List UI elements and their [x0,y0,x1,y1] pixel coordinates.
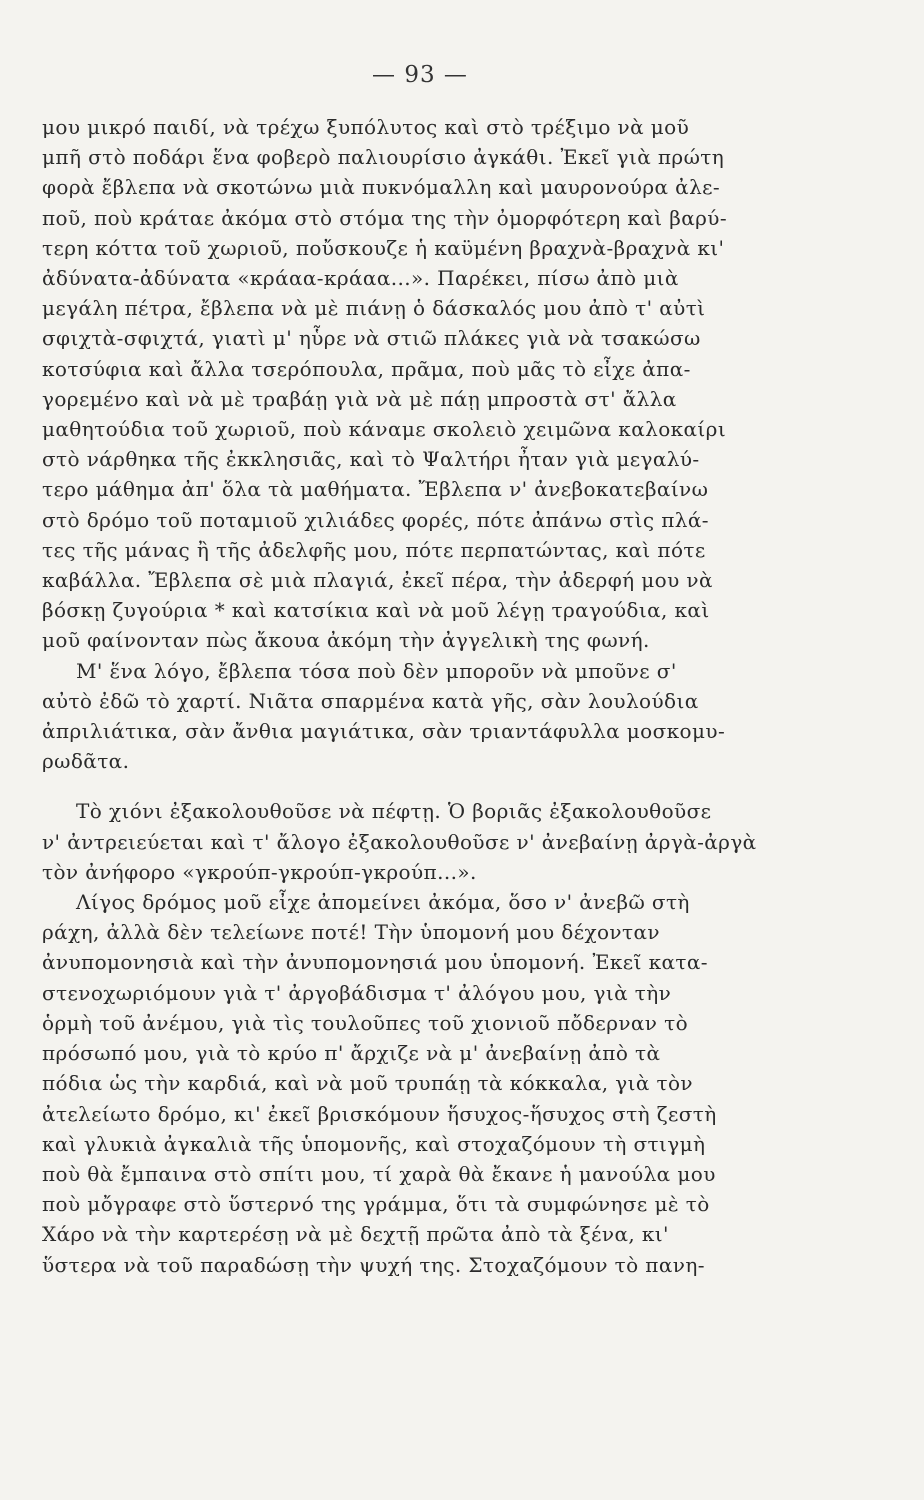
paragraph-gap [42,776,802,796]
text-line: τὸν ἀνήφορο «γκρούπ-γκρούπ-γκρούπ...». [42,859,477,884]
text-line: γορεμένο καὶ νὰ μὲ τραβάῃ γιὰ νὰ μὲ πάῃ μπροστὰ στ' ἄλλα [42,386,677,411]
text-line: ἀδύνατα-ἀδύνατα «κράαα-κράαα...». Παρέκει, πίσω ἀπὸ μιὰ [42,266,679,291]
text-line: ρωδᾶτα. [42,749,130,774]
text-line: ράχη, ἀλλὰ δὲν τελείωνε ποτέ! Τὴν ὑπομονή μου δέχονταν [42,920,660,945]
text-line: στὸ νάρθηκα τῆς ἐκκλησιᾶς, καὶ τὸ Ψαλτήρι ἦταν γιὰ μεγαλύ- [42,447,700,472]
text-line: βόσκῃ ζυγούρια * καὶ κατσίκια καὶ νὰ μοῦ λέγῃ τραγούδια, καὶ [42,598,710,623]
text-line: ὁρμὴ τοῦ ἀνέμου, γιὰ τὶς τουλοῦπες τοῦ χιονιοῦ πὄδερναν τὸ [42,1010,689,1035]
text-line: ποὺ μὄγραφε στὸ ὕστερνό της γράμμα, ὅτι τὰ συμφώνησε μὲ τὸ [42,1192,710,1217]
text-line: μπῆ στὸ ποδάρι ἕνα φοβερὸ παλιουρίσιο ἀγκάθι. Ἐκεῖ γιὰ πρώτη [42,145,725,170]
text-line: ὕστερα νὰ τοῦ παραδώσῃ τὴν ψυχή της. Στοχαζόμουν τὸ πανη- [42,1252,705,1277]
text-line: ἀτελείωτο δρόμο, κι' ἐκεῖ βρισκόμουν ἥσυχος-ἥσυχος στὴ ζεστὴ [42,1101,717,1126]
text-line: Τὸ χιόνι ἐξακολουθοῦσε νὰ πέφτῃ. Ὁ βοριᾶς ἐξακολουθοῦσε [76,799,712,824]
text-line: στὸ δρόμο τοῦ ποταμιοῦ χιλιάδες φορές, πότε ἀπάνω στὶς πλά- [42,507,709,532]
text-line: ἀνυπομονησιὰ καὶ τὴν ἀνυπομονησιά μου ὑπομονή. Ἐκεῖ κατα- [42,950,708,975]
text-line: μοῦ φαίνονταν πὼς ἄκουα ἀκόμη τὴν ἀγγελικὴ της φωνή. [42,628,650,653]
text-line: αὐτὸ ἐδῶ τὸ χαρτί. Νιᾶτα σπαρμένα κατὰ γῆς, σὰν λουλούδια [42,688,699,713]
text-line: τερο μάθημα ἀπ' ὅλα τὰ μαθήματα. Ἔβλεπα ν' ἀνεβοκατεβαίνω [42,477,709,502]
text-line: Μ' ἕνα λόγο, ἔβλεπα τόσα ποὺ δὲν μποροῦν νὰ μποῦνε σ' [76,658,677,683]
text-line: ἀπριλιάτικα, σὰν ἄνθια μαγιάτικα, σὰν τριαντάφυλλα μοσκομυ- [42,719,726,744]
text-line: Χάρο νὰ τὴν καρτερέσῃ νὰ μὲ δεχτῇ πρῶτα ἀπὸ τὰ ξένα, κι' [42,1222,669,1247]
text-line: τες τῆς μάνας ἢ τῆς ἀδελφῆς μου, πότε περπατώντας, καὶ πότε [42,537,706,562]
body-text [42,112,802,1280]
text-line: ποῦ, ποὺ κράταε ἀκόμα στὸ στόμα της τὴν ὀμορφότερη καὶ βαρύ- [42,205,727,230]
page-number: — 93 — [372,62,468,88]
text-line: κοτσύφια καὶ ἄλλα τσερόπουλα, πρᾶμα, ποὺ μᾶς τὸ εἶχε ἀπα- [42,356,691,381]
text-line: Λίγος δρόμος μοῦ εἶχε ἀπομείνει ἀκόμα, ὅσο ν' ἀνεβῶ στὴ [76,890,690,915]
text-line: πόδια ὡς τὴν καρδιά, καὶ νὰ μοῦ τρυπάῃ τὰ κόκκαλα, γιὰ τὸν [42,1071,693,1096]
text-line: ν' ἀντρειεύεται καὶ τ' ἄλογο ἐξακολουθοῦσε ν' ἀνεβαίνῃ ἀργὰ-ἀργὰ [42,829,757,854]
text-line: καβάλλα. Ἔβλεπα σὲ μιὰ πλαγιά, ἐκεῖ πέρα, τὴν ἀδερφή μου νὰ [42,568,713,593]
text-line: ποὺ θὰ ἔμπαινα στὸ σπίτι μου, τί χαρὰ θὰ ἔκανε ἡ μανούλα μου [42,1161,716,1186]
text-line: πρόσωπό μου, γιὰ τὸ κρύο π' ἄρχιζε νὰ μ' ἀνεβαίνῃ ἀπὸ τὰ [42,1041,661,1066]
text-line: μαθητούδια τοῦ χωριοῦ, ποὺ κάναμε σκολειὸ χειμῶνα καλοκαίρι [42,417,727,442]
text-line: σφιχτὰ-σφιχτά, γιατὶ μ' ηὗρε νὰ στιῶ πλάκες γιὰ νὰ τσακώσω [42,326,701,351]
text-line: καὶ γλυκιὰ ἀγκαλιὰ τῆς ὑπομονῆς, καὶ στοχαζόμουν τὴ στιγμὴ [42,1131,706,1156]
text-line: τερη κόττα τοῦ χωριοῦ, ποὔσκουζε ἡ καϋμένη βραχνὰ-βραχνὰ κι' [42,235,725,260]
text-line: μου μικρό παιδί, νὰ τρέχω ξυπόλυτος καὶ στὸ τρέξιμο νὰ μοῦ [42,115,690,139]
text-line: στενοχωριόμουν γιὰ τ' ἀργοβάδισμα τ' ἀλόγου μου, γιὰ τὴν [42,980,672,1005]
text-line: φορὰ ἔβλεπα νὰ σκοτώνω μιὰ πυκνόμαλλη καὶ μαυρονούρα ἀλε- [42,175,721,200]
text-line: μεγάλη πέτρα, ἔβλεπα νὰ μὲ πιάνῃ ὁ δάσκαλός μου ἀπὸ τ' αὐτὶ [42,296,706,321]
